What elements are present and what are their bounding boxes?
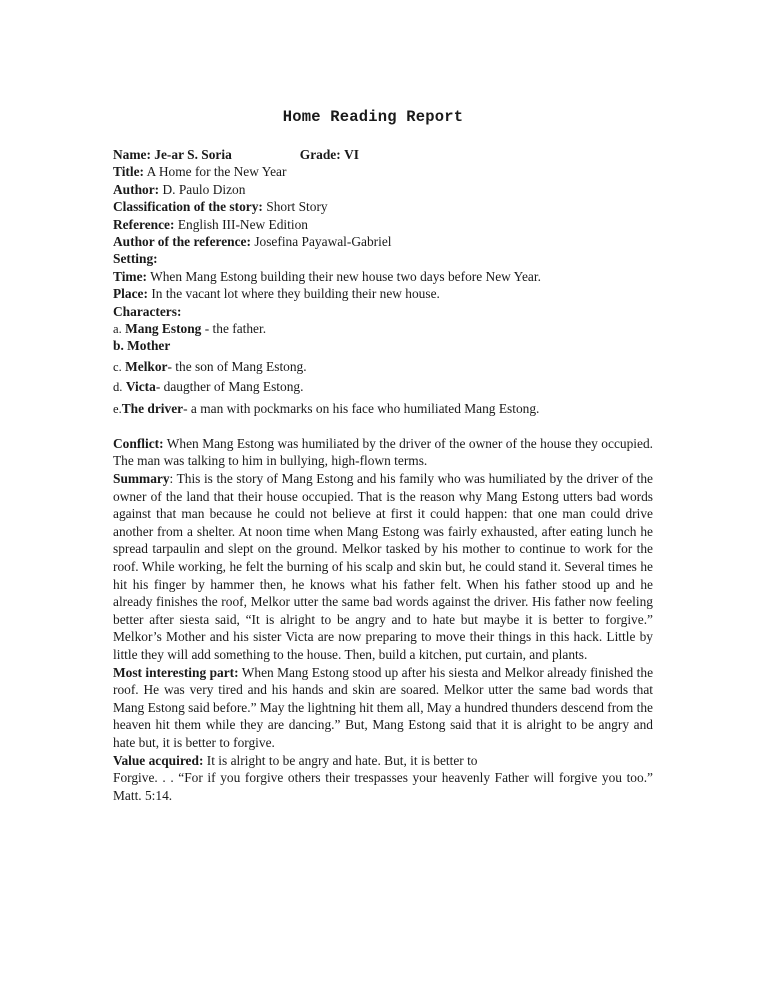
name-grade-line — [113, 146, 653, 163]
reference-author-value: Josefina Payawal-Gabriel — [254, 233, 392, 249]
character-item — [113, 400, 653, 417]
character-letter: e. — [113, 402, 122, 417]
setting-heading — [113, 250, 653, 267]
author-line — [113, 181, 653, 198]
place-value: In the vacant lot where they building their new house. — [151, 286, 440, 302]
character-desc: - daugther of Mang Estong. — [155, 379, 304, 395]
character-letter: b — [113, 338, 121, 354]
value-acquired-first-line — [113, 752, 653, 769]
character-name: Mang Estong — [125, 320, 202, 336]
character-name: . Mother — [120, 338, 171, 354]
character-item — [113, 378, 653, 395]
title-value: A Home for the New Year — [146, 164, 287, 180]
place-label: Place: — [113, 286, 148, 302]
place-line — [113, 285, 653, 302]
grade-label: Grade: — [299, 147, 341, 162]
time-line — [113, 268, 653, 285]
value-acquired-text: It is alright to be angry and hate. But, it is better to — [206, 752, 478, 768]
title-line — [113, 163, 653, 180]
summary-text: : This is the story of Mang Estong and his family who was humiliated by the driver of the owner of the land that their house occupied. That is the reason why Mang Estong utters bad words against that man because he could not believe at first it could happen: that one man could drive another from a shelter. At noon time when Mang Estong was fairly exhausted, after eating lunch he spread tarpaulin and slept on the ground. Melkor tasked by his mother to continue to work for the roof. While working, he felt the burning of his scalp and skin but, he could stand it. Several times he hit his finger by hammer then, he knows what his father felt. When his father stood up and he already finishes the roof, Melkor utter the same bad words against the driver. His father now feeling better after siesta said, “It is alright to be angry and to hate but maybe it is better to forgive.” Melkor’s Mother and his sister Victa are now preparing to move their things in this hack. Little by little they will add something to the house. Then, build a kitchen, put curtain, and plants. — [113, 471, 653, 662]
summary-label: Summary — [113, 471, 170, 487]
time-value: When Mang Estong building their new house two days before New Year. — [150, 268, 541, 284]
interesting-part-paragraph — [113, 664, 653, 752]
time-label: Time: — [113, 268, 147, 284]
name-label: Name: — [113, 147, 151, 162]
value-acquired-continuation: Forgive. . . “For if you forgive others their trespasses your heavenly Father will forgive you too.” Matt. 5:14. — [113, 769, 653, 803]
conflict-label: Conflict: — [113, 435, 164, 451]
character-letter: c. — [113, 359, 122, 374]
reference-value: English III-New Edition — [177, 216, 308, 232]
character-desc: - the father. — [201, 320, 267, 336]
character-desc: - a man with pockmarks on his face who humiliated Mang Estong. — [183, 401, 540, 417]
value-acquired-paragraph — [113, 752, 653, 805]
character-item — [113, 320, 653, 337]
author-value: D. Paulo Dizon — [162, 181, 246, 197]
character-item — [113, 358, 653, 375]
character-item — [113, 337, 653, 354]
conflict-text: When Mang Estong was humiliated by the driver of the owner of the house they occupied. The man was talking to him in bullying, high-flown terms. — [113, 435, 653, 469]
summary-paragraph — [113, 470, 653, 664]
reference-label: Reference: — [113, 216, 175, 232]
character-name: Melkor — [125, 358, 168, 374]
report-title: Home Reading Report — [282, 108, 464, 126]
interesting-part-text: When Mang Estong stood up after his siesta and Melkor already finished the roof. He was very tired and his hands and skin are soared. Melkor utter the same bad words that Mang Estong said before.” May the lightning hit them all, May a hundred thunders descend from the heaven hit them while they are dancing.” But, Mang Estong said that it is alright to be angry and hate but, it is better to forgive. — [113, 664, 654, 750]
setting-label: Setting: — [113, 251, 158, 267]
character-name: The driver — [121, 401, 184, 417]
interesting-part-label: Most interesting part: — [113, 664, 239, 680]
reference-author-label: Author of the reference: — [113, 233, 251, 249]
report-body — [113, 146, 653, 804]
reference-line — [113, 216, 653, 233]
author-label: Author: — [113, 181, 160, 197]
classification-label: Classification of the story: — [113, 199, 263, 215]
classification-value: Short Story — [266, 199, 328, 215]
reference-author-line — [113, 233, 653, 250]
value-acquired-label: Value acquired: — [113, 752, 204, 768]
character-letter: d. — [113, 380, 123, 395]
title-label: Title: — [113, 164, 144, 180]
classification-line — [113, 198, 653, 215]
character-letter: a. — [113, 321, 122, 336]
characters-heading — [113, 303, 653, 320]
grade-value: VI — [344, 147, 359, 162]
conflict-paragraph — [113, 435, 653, 470]
character-desc: - the son of Mang Estong. — [167, 358, 307, 374]
name-value: Je-ar S. Soria — [154, 147, 232, 162]
characters-label: Characters: — [113, 303, 182, 319]
character-name: Victa — [125, 379, 156, 395]
